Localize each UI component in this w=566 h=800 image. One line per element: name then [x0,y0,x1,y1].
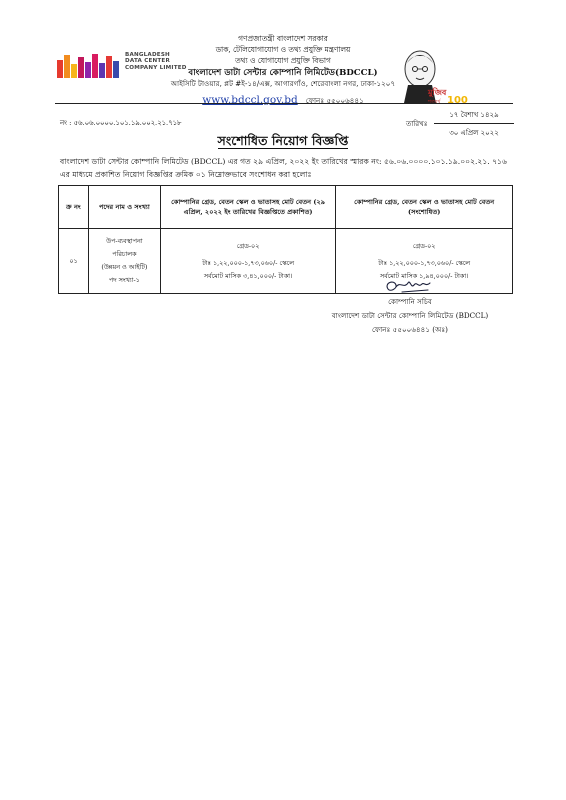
division-name: তথ্য ও যোগাযোগ প্রযুক্তি বিভাগ [235,56,331,65]
svg-text:শতবর্ষ: শতবর্ষ [428,99,441,105]
date-english: ৩০ এপ্রিল ২০২২ [449,129,499,137]
new-scale: টাঃ ১,২২,০০০-১,৭৩,০৬০/- স্কেলে [378,258,471,267]
table-header-row [59,186,513,229]
row-post [88,229,160,294]
row-serial: ০১ [59,229,89,294]
new-grade: গ্রেড-০২ [412,241,436,250]
header-post: পদের নাম ও সংখ্যা [88,186,160,229]
date-bangla: ১৭ বৈশাখ ১৪২৯ [434,109,514,124]
signature-image [380,275,440,297]
memo-reference: নং : ৫৬.০৬.০০০০.১০১.১৯.০০২.২১.৭১৮ [60,119,182,127]
old-grade: গ্রেড-০২ [236,241,260,250]
header-serial: ক্র নং [59,186,89,229]
post-line: পদ সংখ্যা-১ [108,276,140,284]
signatory-company: বাংলাদেশ ডাটা সেন্টার কোম্পানি লিমিটেড (BDCCL) [331,311,489,320]
correction-table [58,185,513,294]
notice-body: বাংলাদেশ ডাটা সেন্টার কোম্পানি লিমিটেড (BDCCL) এর গত ২৯ এপ্রিল, ২০২২ ইং তারিখের স্মারক নং: ৫৬.০৬.০০০০.১০১.১৯.০০২.২১. ৭১৬ এর মাধ্যমে প্রকাশিত নিয়োগ বিজ্ঞপ্তির ক্রমিক ০১ নিম্নোক্তভাবে সংশোধন করা হলোঃ [60,157,507,179]
old-scale: টাঃ ১,২২,০০০-১,৭৩,০৬০/- স্কেলে [202,258,294,267]
header-divider [55,103,513,104]
new-total: সর্বমোট মাসিক ১,৯৪,০০০/- টাকা। [379,271,469,280]
post-line: পরিচালক [112,250,137,258]
website-link[interactable]: www.bdccl.gov.bd [202,94,298,106]
mujib-100-emblem [398,45,468,106]
signatory-designation: কোম্পানি সচিব [388,297,432,306]
table-row [59,229,513,294]
svg-text:100: 100 [447,95,468,106]
mujib-portrait-icon [398,45,468,106]
bdccl-logo-icon [57,52,123,78]
logo-line-1: BANGLADESH [125,52,170,58]
row-old-salary [160,229,336,294]
ministry-name: ডাক, টেলিযোগাযোগ ও তথ্য প্রযুক্তি মন্ত্রণালয় [215,45,351,54]
notice-title-text: সংশোধিত নিয়োগ বিজ্ঞপ্তি [217,133,349,148]
header-new-salary: কোম্পানির গ্রেড, বেতন স্কেল ও ভাতাসহ মোট বেতন (সংশোধিত) [336,186,513,229]
company-name: বাংলাদেশ ডাটা সেন্টার কোম্পানি লিমিটেড(BDCCL) [188,68,378,78]
contact-row [150,88,416,108]
header-old-salary: কোম্পানির গ্রেড, বেতন স্কেল ও ভাতাসহ মোট বেতন (২৯ এপ্রিল, ২০২২ ইং তারিখের বিজ্ঞপ্তিতে প্রকাশিত) [160,186,336,229]
company-address: আইসিটি টাওয়ার, প্লট #ই-১৪/এক্স, আগারগাঁও, শেরেবাংলা নগর, ঢাকা-১২০৭ [170,79,396,88]
old-total: সর্বমোট মাসিক ৩,৪১,০০০/- টাকা। [203,271,293,280]
date-label: তারিখঃ [406,120,428,128]
logo-line-2: DATA CENTER [125,58,170,65]
post-line: (উন্নয়ন ও আইটি) [101,263,148,271]
logo-line-3: COMPANY LIMITED [125,64,187,71]
signature-icon [380,275,440,297]
svg-text:মুজিব: মুজিব [428,88,447,97]
govt-name: গণপ্রজাতন্ত্রী বাংলাদেশ সরকার [238,34,328,43]
notice-title [0,133,566,153]
post-line: উপ-ব্যবস্থাপনা [106,237,143,245]
header-phone: ফোনঃ ৫৫০০৬৪৪১ [305,96,364,105]
signatory-phone: ফোনঃ ৫৫০০৬৪৪১ (অঃ) [372,325,448,334]
